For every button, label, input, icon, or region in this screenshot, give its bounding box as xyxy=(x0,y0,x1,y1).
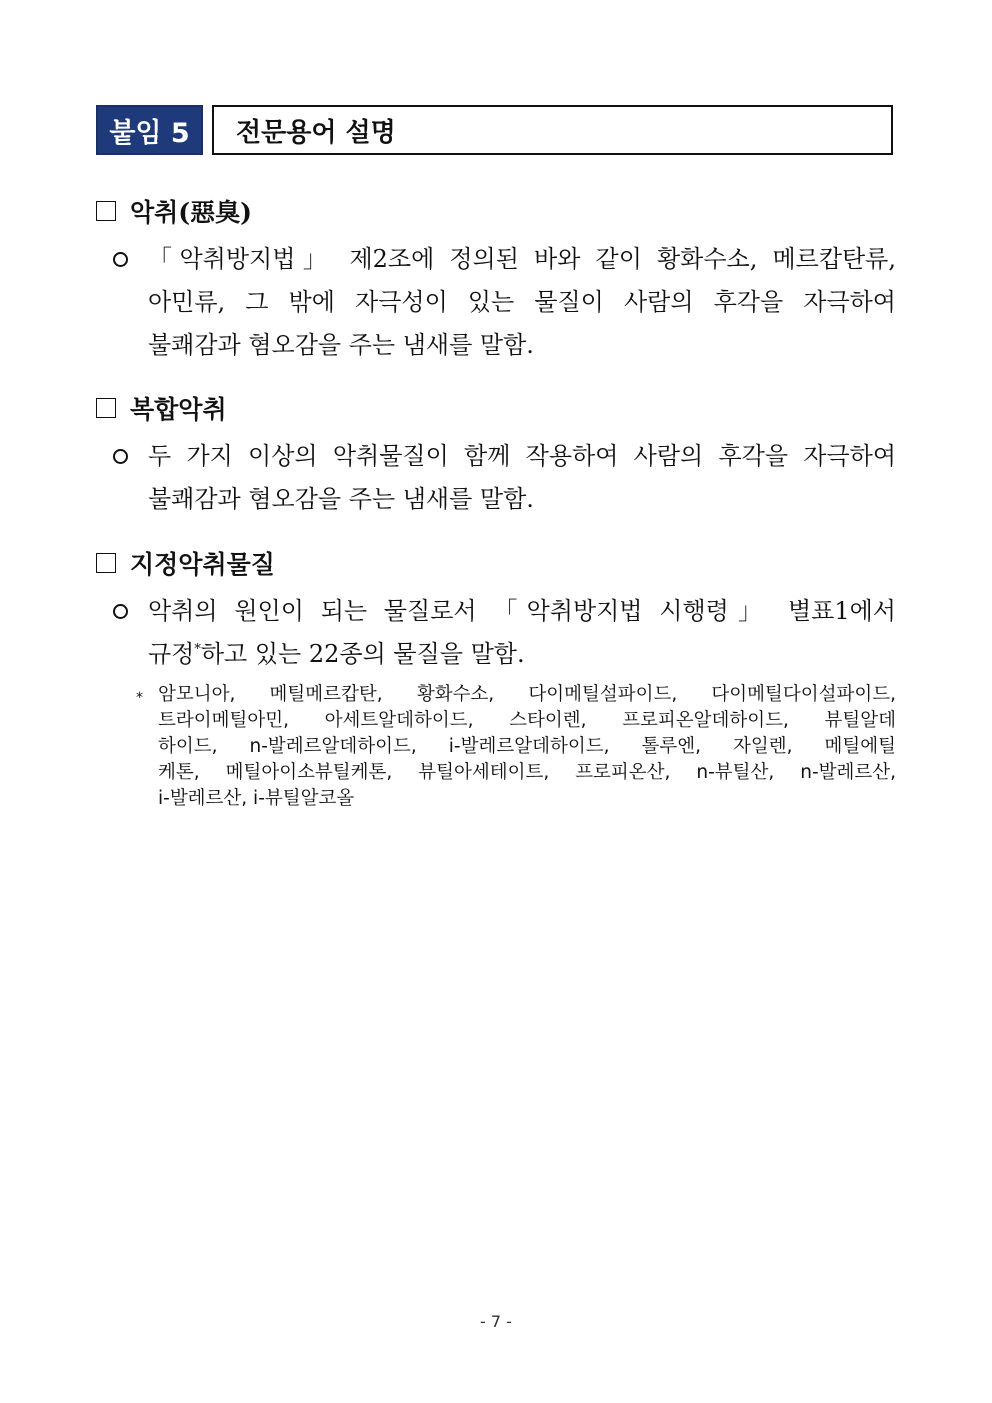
section-complex-odor xyxy=(96,391,896,521)
document-header xyxy=(96,105,893,155)
section-heading-text: 복합악취 xyxy=(130,395,227,424)
paragraph-line: 「악취방지법」 제2조에 정의된 바와 같이 황화수소, 메르캅탄류, xyxy=(148,245,896,273)
section-heading xyxy=(96,391,896,425)
section-heading xyxy=(96,194,896,228)
section-heading-text: 악취(惡臭) xyxy=(130,198,252,227)
paragraph-line: 불쾌감과 혐오감을 주는 냄새를 말함. xyxy=(148,331,534,359)
paragraph-line xyxy=(148,633,896,676)
text-fragment: 하고 있는 22종의 물질을 말함. xyxy=(200,640,525,668)
checkbox-square-icon xyxy=(96,398,116,418)
section-heading xyxy=(96,546,896,580)
bullet-paragraph xyxy=(96,435,896,521)
checkbox-square-icon xyxy=(96,553,116,573)
paragraph-line: 두 가지 이상의 악취물질이 함께 작용하여 사람의 후각을 자극하여 xyxy=(148,442,896,470)
checkbox-square-icon xyxy=(96,201,116,221)
circle-bullet-icon xyxy=(113,252,128,267)
footnote-line: 트라이메틸아민, 아세트알데하이드, 스타이렌, 프로피온알데하이드, 뷰틸알데 xyxy=(158,710,896,731)
section-designated-odor-substances xyxy=(96,546,896,812)
bullet-paragraph xyxy=(96,590,896,676)
footnote-line: 케톤, 메틸아이소뷰틸케톤, 뷰틸아세테이트, 프로피온산, n-뷰틸산, n-발레르산, xyxy=(158,762,896,783)
footnote-line: 암모니아, 메틸메르캅탄, 황화수소, 다이메틸설파이드, 다이메틸다이설파이드, xyxy=(158,684,896,705)
circle-bullet-icon xyxy=(113,604,128,619)
footnote-reference: * xyxy=(194,642,201,657)
page-number: - 7 - xyxy=(480,1312,512,1331)
page-title: 전문용어 설명 xyxy=(212,105,893,155)
footnote-line: 하이드, n-발레르알데하이드, i-발레르알데하이드, 톨루엔, 자일렌, 메틸에틸 xyxy=(158,736,896,757)
attachment-badge: 붙임 5 xyxy=(96,105,203,155)
footnote xyxy=(96,682,896,812)
footnote-line: i-발레르산, i-뷰틸알코올 xyxy=(158,788,355,809)
paragraph-line: 불쾌감과 혐오감을 주는 냄새를 말함. xyxy=(148,485,534,513)
text-fragment: 규정 xyxy=(148,640,195,668)
circle-bullet-icon xyxy=(113,449,128,464)
section-odor xyxy=(96,194,896,367)
section-heading-text: 지정악취물질 xyxy=(130,550,275,579)
paragraph-line: 악취의 원인이 되는 물질로서 「악취방지법 시행령」 별표1에서 xyxy=(148,597,896,625)
bullet-paragraph xyxy=(96,238,896,367)
footnote-mark: * xyxy=(136,690,143,706)
paragraph-line: 아민류, 그 밖에 자극성이 있는 물질이 사람의 후각을 자극하여 xyxy=(148,288,896,316)
